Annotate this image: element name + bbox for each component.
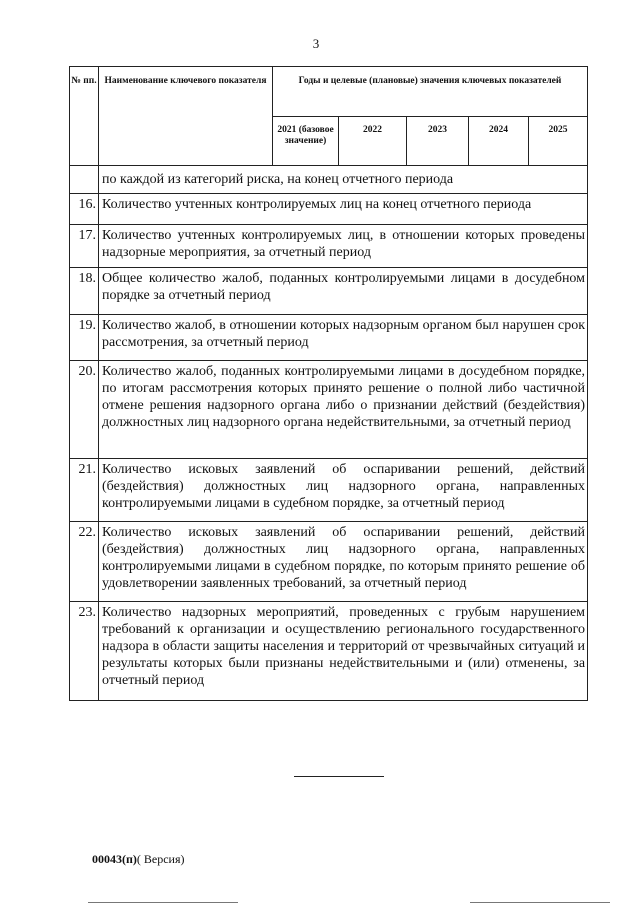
row-number: 20. (70, 361, 99, 459)
table-row (70, 225, 588, 268)
header-indicator-name: Наименование ключевого показателя (99, 67, 273, 166)
header-number: № пп. (70, 67, 99, 166)
scan-artifact-line (470, 902, 610, 903)
header-year-2024: 2024 (469, 117, 529, 166)
row-text: Количество учтенных контролируемых лиц, в отношении которых проведены надзорные мероприятия, за отчетный период (99, 225, 588, 268)
header-year-2022: 2022 (339, 117, 407, 166)
row-number: 21. (70, 459, 99, 522)
row-number: 22. (70, 522, 99, 602)
row-text: Количество исковых заявлений об оспаривании решений, действий (бездействия) должностных лиц надзорного органа, направленных контролируемыми лицами в судебном порядке, по которым принято решение об удовлетворении заявленных требований, за отчетный период (99, 522, 588, 602)
table-row (70, 522, 588, 602)
row-text: Количество жалоб, поданных контролируемыми лицами в досудебном порядке, по итогам рассмотрения которых принято решение о полной либо частичной отмене решения надзорного органа либо о признании действий (бездействия) должностных лиц надзорного органа недействительными, за отчетный период (99, 361, 588, 459)
table-row (70, 459, 588, 522)
row-number: 17. (70, 225, 99, 268)
row-text: Количество исковых заявлений об оспаривании решений, действий (бездействия) должностных лиц надзорного органа, направленных контролируемыми лицами в судебном порядке, за отчетный период (99, 459, 588, 522)
row-text: Количество надзорных мероприятий, проведенных с грубым нарушением требований к организации и осуществлению регионального государственного надзора в области защиты населения и территорий от чрезвычайных ситуаций и результаты которых были признаны недействительными и (или) отменены, за отчетный период (99, 602, 588, 701)
row-number (70, 166, 99, 194)
row-text-continuation: по каждой из категорий риска, на конец отчетного периода (99, 166, 588, 194)
table-row (70, 602, 588, 701)
row-number: 16. (70, 194, 99, 225)
row-number: 18. (70, 268, 99, 315)
table-row (70, 194, 588, 225)
row-text: Количество учтенных контролируемых лиц на конец отчетного периода (99, 194, 588, 225)
row-text: Общее количество жалоб, поданных контролируемыми лицами в досудебном порядке за отчетный период (99, 268, 588, 315)
document-code-version: ( Версия) (136, 852, 185, 866)
header-year-2023: 2023 (407, 117, 469, 166)
row-text: Количество жалоб, в отношении которых надзорным органом был нарушен срок рассмотрения, за отчетный период (99, 315, 588, 361)
scan-artifact-line (88, 902, 238, 903)
document-code-number: 00043(п) (92, 852, 137, 866)
table-row (70, 268, 588, 315)
row-number: 23. (70, 602, 99, 701)
header-year-2021: 2021 (базовое значение) (273, 117, 339, 166)
header-year-2025: 2025 (529, 117, 588, 166)
table-header-row (70, 67, 588, 117)
separator-line (294, 776, 384, 777)
table-row (70, 315, 588, 361)
row-number: 19. (70, 315, 99, 361)
table-row-continuation (70, 166, 588, 194)
key-indicators-table (69, 66, 588, 701)
document-code (92, 852, 185, 867)
page-number: 3 (312, 36, 320, 51)
table-row (70, 361, 588, 459)
header-years-group: Годы и целевые (плановые) значения ключевых показателей (273, 67, 588, 117)
